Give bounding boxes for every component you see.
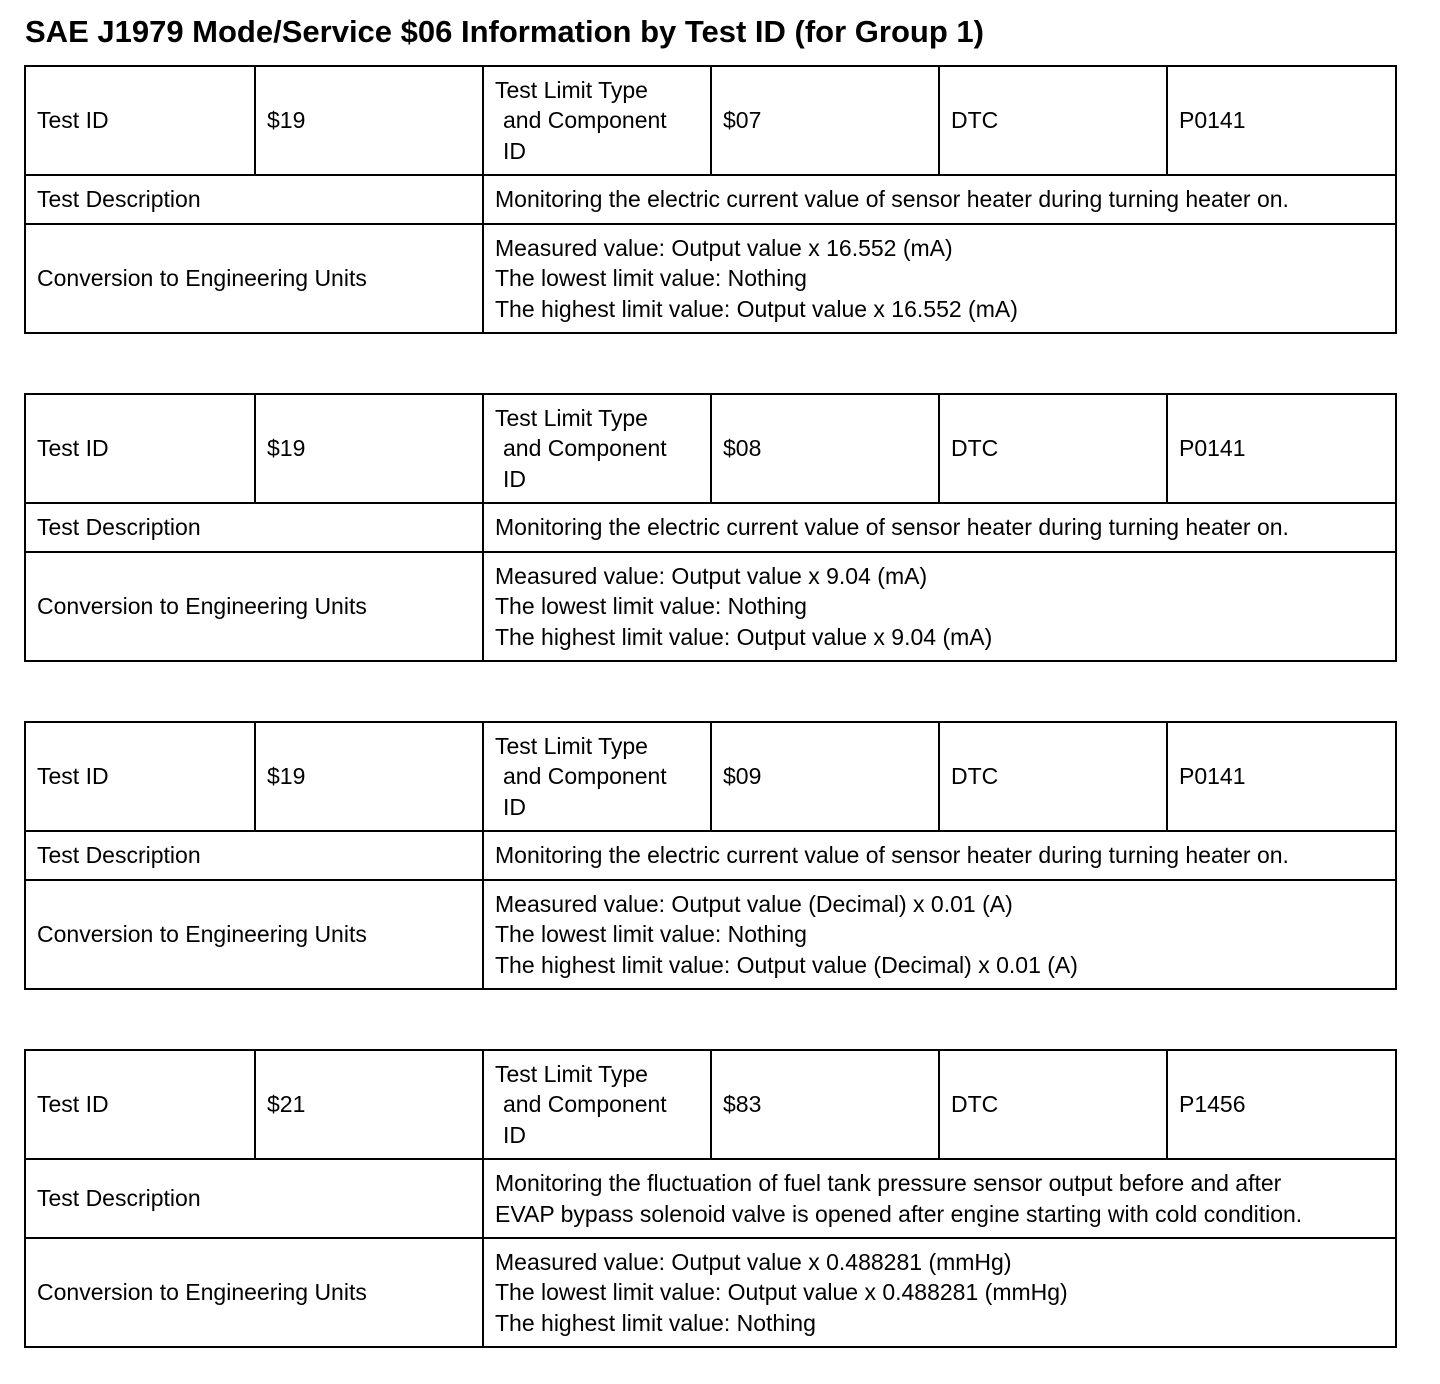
conversion-value <box>483 224 1396 333</box>
conversion-label: Conversion to Engineering Units <box>25 552 483 661</box>
limit-type-label-line: and Component <box>503 1091 667 1118</box>
test-id-label: Test ID <box>25 722 255 831</box>
description-line: Monitoring the electric current value of sensor heater during turning heater on. <box>495 514 1289 541</box>
limit-type-label-line: Test Limit Type <box>495 404 648 431</box>
test-table-1 <box>24 65 1397 334</box>
conversion-line: The highest limit value: Output value (Decimal) x 0.01 (A) <box>495 951 1078 978</box>
limit-type-label-line: ID <box>503 137 526 164</box>
test-id-label: Test ID <box>25 1050 255 1159</box>
test-description-label: Test Description <box>25 831 483 880</box>
conversion-line: The highest limit value: Output value x 9.04 (mA) <box>495 623 993 650</box>
limit-type-value: $08 <box>711 394 939 503</box>
test-description-label: Test Description <box>25 503 483 552</box>
test-description-label: Test Description <box>25 175 483 224</box>
table-row <box>25 1050 1396 1159</box>
test-description-label: Test Description <box>25 1159 483 1238</box>
table-row <box>25 552 1396 661</box>
dtc-value: P0141 <box>1167 722 1396 831</box>
conversion-line: Measured value: Output value x 9.04 (mA) <box>495 562 928 589</box>
limit-type-label <box>483 722 711 831</box>
dtc-label: DTC <box>939 394 1167 503</box>
limit-type-label-line: and Component <box>503 763 667 790</box>
conversion-label: Conversion to Engineering Units <box>25 224 483 333</box>
conversion-line: The lowest limit value: Nothing <box>495 593 807 620</box>
test-id-value: $21 <box>255 1050 483 1159</box>
limit-type-label <box>483 1050 711 1159</box>
conversion-value <box>483 552 1396 661</box>
limit-type-value: $09 <box>711 722 939 831</box>
limit-type-label <box>483 394 711 503</box>
conversion-line: The lowest limit value: Output value x 0.488281 (mmHg) <box>495 1279 1068 1306</box>
test-description-value <box>483 831 1396 880</box>
test-description-value <box>483 503 1396 552</box>
dtc-value: P0141 <box>1167 66 1396 175</box>
conversion-value <box>483 1238 1396 1347</box>
conversion-label: Conversion to Engineering Units <box>25 1238 483 1347</box>
test-description-value <box>483 1159 1396 1238</box>
table-row <box>25 394 1396 503</box>
test-id-label: Test ID <box>25 66 255 175</box>
conversion-line: Measured value: Output value (Decimal) x 0.01 (A) <box>495 890 1013 917</box>
limit-type-label-line: and Component <box>503 107 667 134</box>
test-id-value: $19 <box>255 722 483 831</box>
dtc-value: P1456 <box>1167 1050 1396 1159</box>
conversion-value <box>483 880 1396 989</box>
table-row <box>25 1238 1396 1347</box>
test-id-value: $19 <box>255 394 483 503</box>
table-row <box>25 503 1396 552</box>
dtc-label: DTC <box>939 722 1167 831</box>
limit-type-label-line: ID <box>503 793 526 820</box>
test-table-4 <box>24 1049 1397 1348</box>
description-line: Monitoring the electric current value of sensor heater during turning heater on. <box>495 186 1289 213</box>
description-line: Monitoring the electric current value of sensor heater during turning heater on. <box>495 842 1289 869</box>
conversion-line: The highest limit value: Nothing <box>495 1309 816 1336</box>
table-row <box>25 66 1396 175</box>
limit-type-label-line: Test Limit Type <box>495 76 648 103</box>
limit-type-label-line: ID <box>503 1121 526 1148</box>
test-table-3 <box>24 721 1397 990</box>
table-row <box>25 880 1396 989</box>
test-table-2 <box>24 393 1397 662</box>
limit-type-label-line: and Component <box>503 435 667 462</box>
test-description-value <box>483 175 1396 224</box>
table-row <box>25 831 1396 880</box>
conversion-line: The lowest limit value: Nothing <box>495 265 807 292</box>
limit-type-label-line: Test Limit Type <box>495 1060 648 1087</box>
conversion-label: Conversion to Engineering Units <box>25 880 483 989</box>
limit-type-label-line: Test Limit Type <box>495 732 648 759</box>
dtc-label: DTC <box>939 66 1167 175</box>
conversion-line: Measured value: Output value x 16.552 (mA) <box>495 234 953 261</box>
test-id-label: Test ID <box>25 394 255 503</box>
table-row <box>25 175 1396 224</box>
limit-type-label <box>483 66 711 175</box>
limit-type-value: $07 <box>711 66 939 175</box>
table-row <box>25 1159 1396 1238</box>
table-row <box>25 224 1396 333</box>
description-line: EVAP bypass solenoid valve is opened after engine starting with cold condition. <box>495 1200 1303 1227</box>
test-id-value: $19 <box>255 66 483 175</box>
dtc-label: DTC <box>939 1050 1167 1159</box>
dtc-value: P0141 <box>1167 394 1396 503</box>
conversion-line: Measured value: Output value x 0.488281 (mmHg) <box>495 1248 1012 1275</box>
conversion-line: The lowest limit value: Nothing <box>495 921 807 948</box>
table-row <box>25 722 1396 831</box>
conversion-line: The highest limit value: Output value x 16.552 (mA) <box>495 295 1018 322</box>
limit-type-value: $83 <box>711 1050 939 1159</box>
limit-type-label-line: ID <box>503 465 526 492</box>
page-title: SAE J1979 Mode/Service $06 Information by Test ID (for Group 1) <box>25 14 984 49</box>
description-line: Monitoring the fluctuation of fuel tank pressure sensor output before and after <box>495 1170 1282 1196</box>
